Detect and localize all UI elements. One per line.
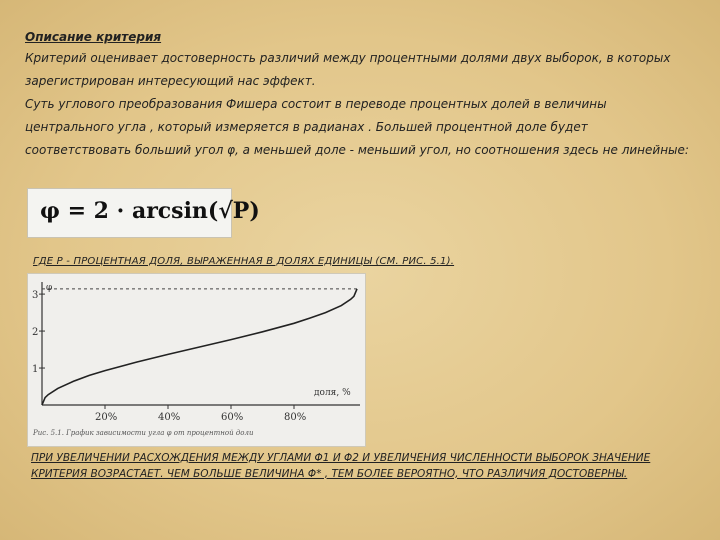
y-tick-label: 3 <box>32 290 39 302</box>
series-line <box>42 289 357 405</box>
x-axis-label: доля, % <box>314 388 351 398</box>
x-tick-label: 40% <box>158 412 181 423</box>
chart-svg <box>28 274 365 446</box>
formula-image <box>27 188 260 238</box>
y-tick-label: 2 <box>32 327 39 339</box>
x-tick-label: 80% <box>284 412 307 423</box>
paragraph-criterion: Критерий оценивает достоверность различий между процентными долями двух выборок, в которых зарегистрирован интересующий нас эффект. <box>25 51 671 88</box>
formula-text: φ = 2 · arcsin(√P) <box>40 198 260 224</box>
figure-caption: Рис. 5.1. График зависимости угла φ от процентной доли <box>33 429 254 437</box>
x-tick-label: 60% <box>221 412 244 423</box>
section-heading: Описание критерия <box>25 30 162 44</box>
y-axis-label: φ <box>46 283 53 293</box>
paragraph-fisher: Суть углового преобразования Фишера состоит в переводе процентных долей в величины центрального угла , который измеряется в радианах . Большей процентной доле будет соответствовать больший угол φ, а меньшей доле - меньший угол, но соотношения здесь не линейные: <box>25 97 689 157</box>
x-tick-label: 20% <box>95 412 118 423</box>
where-text: ГДЕ P - ПРОЦЕНТНАЯ ДОЛЯ, ВЫРАЖЕННАЯ В ДОЛЯХ ЕДИНИЦЫ (СМ. РИС. 5.1). <box>33 256 455 267</box>
conclusion-text: ПРИ УВЕЛИЧЕНИИ РАСХОЖДЕНИЯ МЕЖДУ УГЛАМИ Φ1 И Φ2 И УВЕЛИЧЕНИЯ ЧИСЛЕННОСТИ ВЫБОРОК ЗНАЧЕНИЕ КРИТЕРИЯ ВОЗРАСТАЕТ. ЧЕМ БОЛЬШЕ ВЕЛИЧИНА Φ* , ТЕМ БОЛЕЕ ВЕРОЯТНО, ЧТО РАЗЛИЧИЯ ДОСТОВЕРНЫ. <box>31 452 651 480</box>
y-tick-label: 1 <box>32 364 39 376</box>
figure-chart <box>27 273 366 447</box>
